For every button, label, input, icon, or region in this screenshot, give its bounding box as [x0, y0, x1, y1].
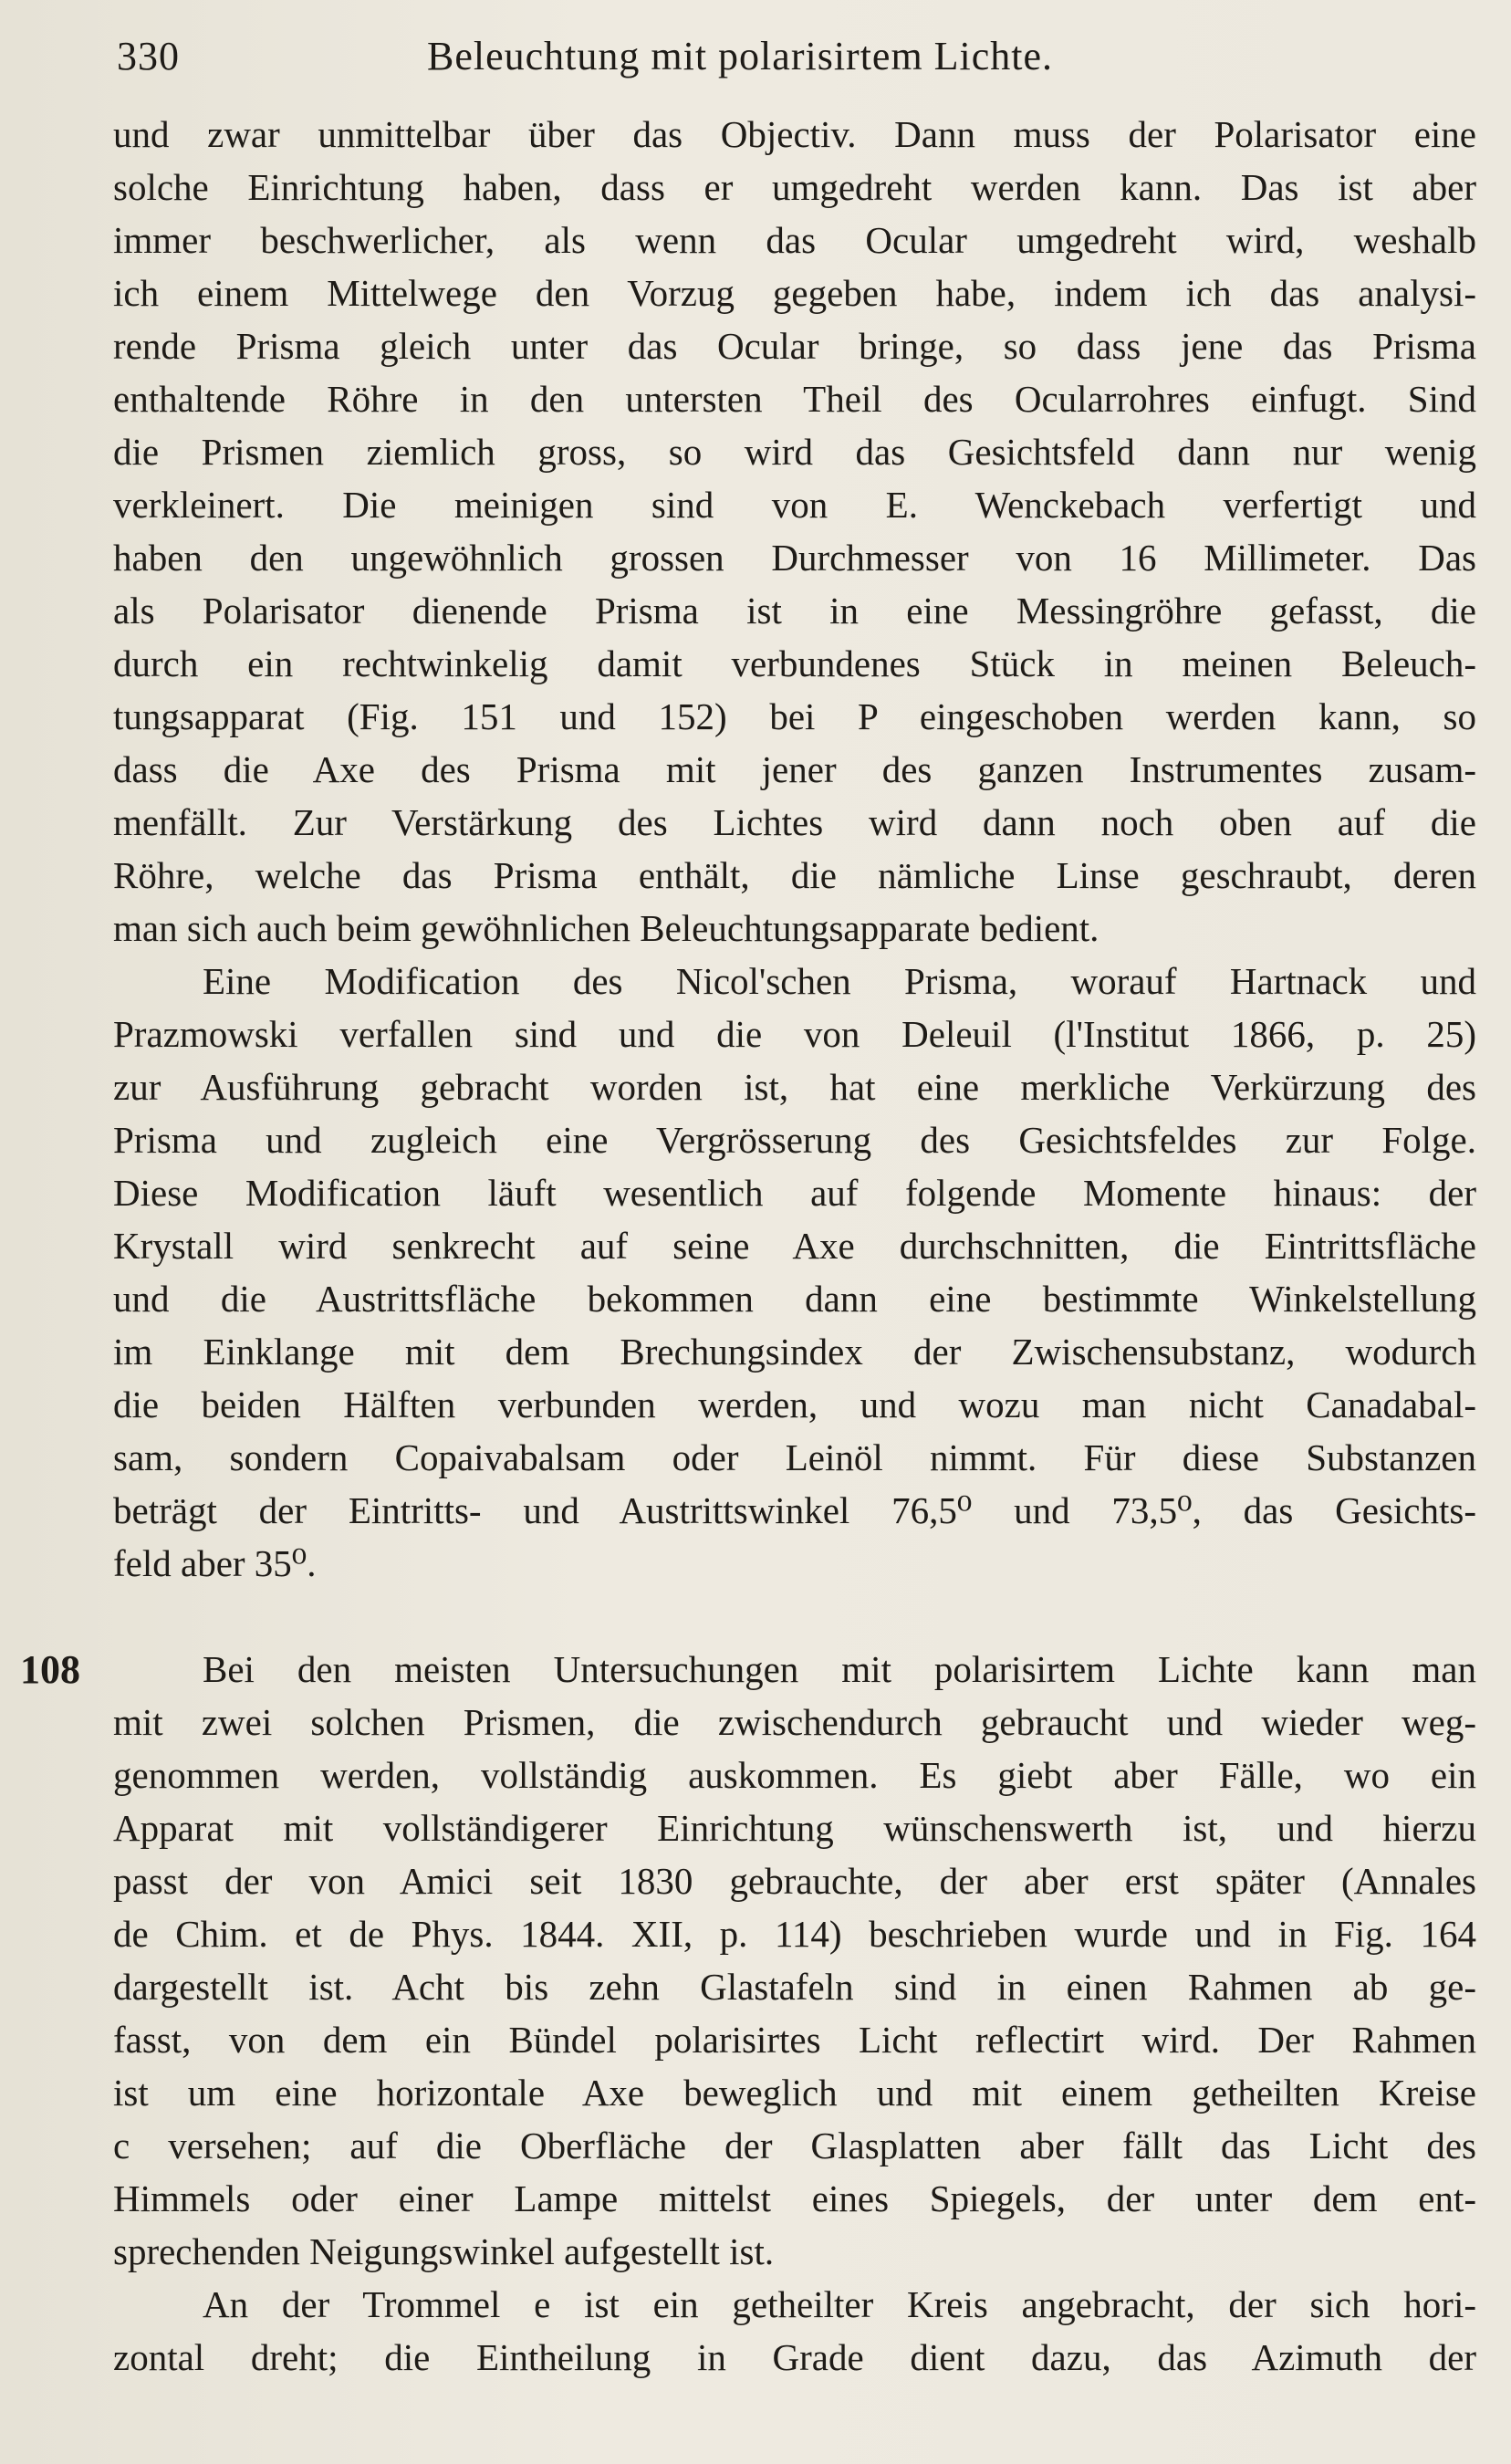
section-gap: [113, 1590, 1476, 1643]
text-line: sam, sondern Copaivabalsam oder Leinöl nimmt. Für diese Substanzen: [113, 1436, 1476, 1478]
text-line: dargestellt ist. Acht bis zehn Glastafeln sind in einen Rahmen ab ge-: [113, 1966, 1476, 2008]
text-line: die Prismen ziemlich gross, so wird das Gesichtsfeld dann nur wenig: [113, 431, 1476, 473]
text-line: fasst, von dem ein Bündel polarisirtes Licht reflectirt wird. Der Rahmen: [113, 2019, 1476, 2061]
text-line: und zwar unmittelbar über das Objectiv. Dann muss der Polarisator eine: [113, 113, 1476, 155]
text-line: zur Ausführung gebracht worden ist, hat eine merkliche Verkürzung des: [113, 1066, 1476, 1108]
running-title: Beleuchtung mit polarisirtem Lichte.: [427, 34, 1054, 78]
section-number: 108: [20, 1647, 80, 1692]
text-line: passt der von Amici seit 1830 gebrauchte, der aber erst später (Annales: [113, 1860, 1476, 1902]
text-line: tungsapparat (Fig. 151 und 152) bei P eingeschoben werden kann, so: [113, 695, 1476, 737]
body-text: [113, 108, 1476, 2384]
text-line: die beiden Hälften verbunden werden, und wozu man nicht Canadabal-: [113, 1383, 1476, 1425]
text-line: feld aber 35⁰.: [113, 1542, 317, 1584]
text-line: enthaltende Röhre in den untersten Theil des Ocularrohres einfugt. Sind: [113, 378, 1476, 420]
text-line: Krystall wird senkrecht auf seine Axe durchschnitten, die Eintrittsfläche: [113, 1225, 1476, 1267]
text-line: Himmels oder einer Lampe mittelst eines Spiegels, der unter dem ent-: [113, 2177, 1476, 2219]
text-line: Röhre, welche das Prisma enthält, die nämliche Linse geschraubt, deren: [113, 854, 1476, 896]
text-line: dass die Axe des Prisma mit jener des ganzen Instrumentes zusam-: [113, 748, 1476, 790]
text-line: verkleinert. Die meinigen sind von E. Wenckebach verfertigt und: [113, 484, 1476, 526]
text-line: ist um eine horizontale Axe beweglich und mit einem getheilten Kreise: [113, 2072, 1476, 2114]
text-line: Prisma und zugleich eine Vergrösserung des Gesichtsfeldes zur Folge.: [113, 1119, 1476, 1161]
text-line: c versehen; auf die Oberfläche der Glasplatten aber fällt das Licht des: [113, 2125, 1476, 2166]
page-number: 330: [117, 34, 180, 78]
text-line: und die Austrittsfläche bekommen dann eine bestimmte Winkelstellung: [113, 1278, 1476, 1320]
text-line: de Chim. et de Phys. 1844. XII, p. 114) beschrieben wurde und in Fig. 164: [113, 1913, 1476, 1955]
text-line: An der Trommel e ist ein getheilter Kreis angebracht, der sich hori-: [203, 2283, 1476, 2325]
text-line: im Einklange mit dem Brechungsindex der Zwischensubstanz, wodurch: [113, 1331, 1476, 1373]
text-line: genommen werden, vollständig auskommen. Es giebt aber Fälle, wo ein: [113, 1754, 1476, 1796]
text-line: Eine Modification des Nicol'schen Prisma, worauf Hartnack und: [203, 960, 1476, 1002]
text-line: man sich auch beim gewöhnlichen Beleuchtungsapparate bedient.: [113, 907, 1099, 949]
page-header: [117, 33, 1175, 88]
text-line: Diese Modification läuft wesentlich auf folgende Momente hinaus: der: [113, 1172, 1476, 1214]
text-line: Apparat mit vollständigerer Einrichtung wünschenswerth ist, und hierzu: [113, 1807, 1476, 1849]
text-line: solche Einrichtung haben, dass er umgedreht werden kann. Das ist aber: [113, 166, 1476, 208]
text-line: als Polarisator dienende Prisma ist in eine Messingröhre gefasst, die: [113, 590, 1476, 632]
text-line: sprechenden Neigungswinkel aufgestellt ist.: [113, 2230, 775, 2272]
text-line: ich einem Mittelwege den Vorzug gegeben habe, indem ich das analysi-: [113, 272, 1476, 314]
text-line: Prazmowski verfallen sind und die von Deleuil (l'Institut 1866, p. 25): [113, 1013, 1476, 1055]
text-line: haben den ungewöhnlich grossen Durchmesser von 16 Millimeter. Das: [113, 537, 1476, 579]
text-line: zontal dreht; die Eintheilung in Grade dient dazu, das Azimuth der: [113, 2336, 1476, 2378]
text-line: Bei den meisten Untersuchungen mit polarisirtem Lichte kann man: [203, 1648, 1476, 1690]
text-line: rende Prisma gleich unter das Ocular bringe, so dass jene das Prisma: [113, 325, 1476, 367]
text-line: beträgt der Eintritts- und Austrittswinkel 76,5⁰ und 73,5⁰, das Gesichts-: [113, 1489, 1476, 1531]
text-line: menfällt. Zur Verstärkung des Lichtes wird dann noch oben auf die: [113, 801, 1476, 843]
text-line: durch ein rechtwinkelig damit verbundenes Stück in meinen Beleuch-: [113, 642, 1476, 684]
text-line: mit zwei solchen Prismen, die zwischendurch gebraucht und wieder weg-: [113, 1701, 1476, 1743]
text-line: immer beschwerlicher, als wenn das Ocular umgedreht wird, weshalb: [113, 219, 1476, 261]
